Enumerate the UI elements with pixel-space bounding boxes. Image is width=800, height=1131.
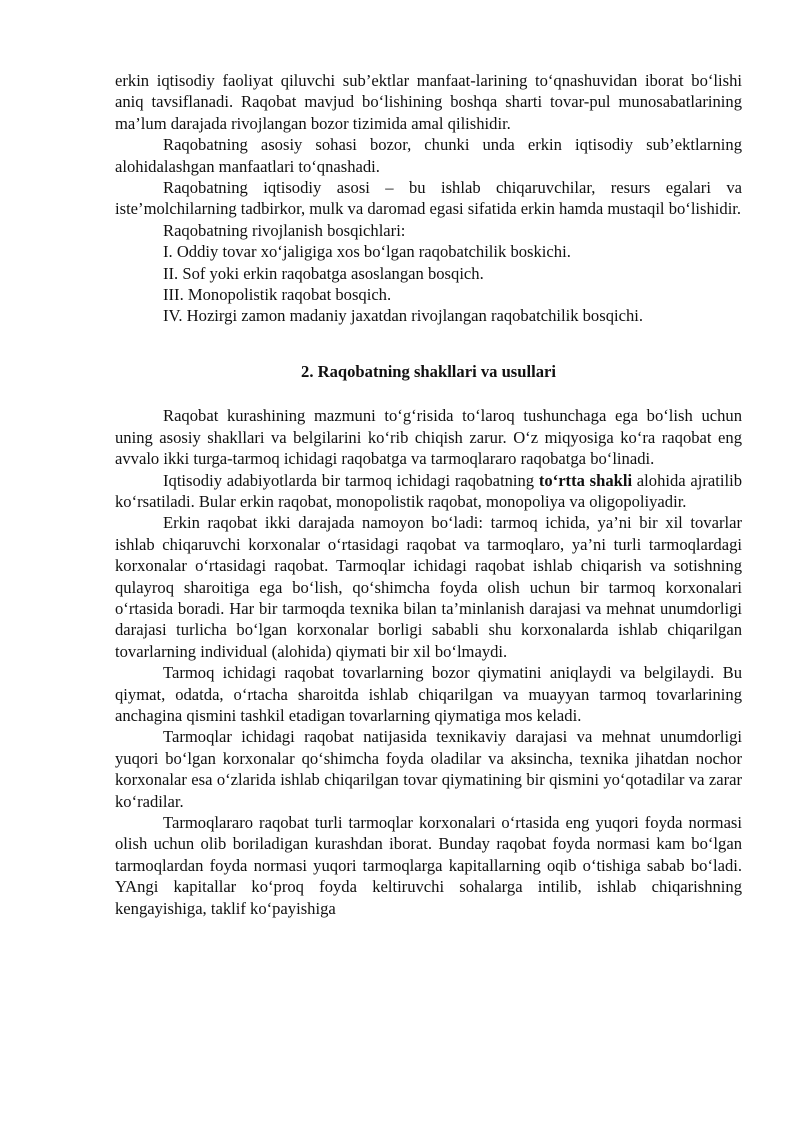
stage-item: I. Oddiy tovar xo‘jaligiga xos bo‘lgan raqobatchilik boskichi. bbox=[163, 242, 571, 262]
paragraph-four-forms bbox=[115, 470, 742, 513]
paragraph-stages-intro: Raqobatning rivojlanish bosqichlari: bbox=[163, 220, 406, 240]
stages-list bbox=[115, 241, 742, 327]
section-spacer bbox=[115, 327, 742, 361]
section-heading: 2. Raqobatning shakllari va usullari bbox=[301, 361, 556, 381]
section-spacer bbox=[115, 382, 742, 405]
paragraph-intra-industry: Tarmoq ichidagi raqobat tovarlarning bozor qiymatini aniqlaydi va belgilaydi. Bu qiymat, odatda, o‘rtacha sharoitda ishlab chiqarilgan va muayyan tarmoq tovarlarining anchagina qismini tashkil etadigan tovarlarning qiymatiga mos keladi. bbox=[115, 663, 742, 725]
four-forms-text-end: alohida ajratilib ko‘rsatiladi. Bular erkin raqobat, monopolistik raqobat, monopoliya va oligopoliyadir. bbox=[115, 470, 742, 511]
paragraph-intra-results: Tarmoqlar ichidagi raqobat natijasida texnikaviy darajasi va mehnat unumdorligi yuqori bo‘lgan korxonalar qo‘shimcha foyda oladilar va aksincha, texnika jihatdan nochor korxonalar esa o‘zlarida ishlab chiqarilgan tovar qiymatining bir qismini yo‘qotadilar va zarar ko‘radilar. bbox=[115, 727, 742, 811]
paragraph-competition-sphere: Raqobatning asosiy sohasi bozor, chunki unda erkin iqtisodiy sub’ektlarning alohidalashgan manfaatlari to‘qnashadi. bbox=[115, 135, 742, 176]
paragraph-free-competition: Erkin raqobat ikki darajada namoyon bo‘ladi: tarmoq ichida, ya’ni bir xil tovarlar ishlab chiqaruvchi korxonalar o‘rtasidagi raqobat va tarmoqlaro, ya’ni turli tarmoqlardagi korxonalar o‘rtasidagi raqobat. Tarmoqlar ichidagi raqobat ishlab chiqarish va sotishning qulayroq sharoitiga ega bo‘lish, qo‘shimcha foyda olish uchun bir tarmoq korxonalari o‘rtasida boradi. Har bir tarmoqda texnika bilan ta’minlanish darajasi va mehnat unumdorligi darajasi turlicha bo‘lgan korxonalar borligi sababli shu korxonalarda ishlab chiqarilgan tovarlarning individual (alohida) qiymati bir xil bo‘lmaydi. bbox=[115, 513, 742, 661]
paragraph-economic-basis: Raqobatning iqtisodiy asosi – bu ishlab chiqaruvchilar, resurs egalari va iste’molchilarning tadbirkor, mulk va daromad egasi sifatida erkin hamda mustaqil bo‘lishidir. bbox=[115, 178, 742, 219]
four-forms-text-start: Iqtisodiy adabiyotlarda bir tarmoq ichidagi raqobatning bbox=[163, 470, 539, 490]
stage-item: III. Monopolistik raqobat bosqich. bbox=[163, 285, 392, 305]
paragraph-intro-continuation: erkin iqtisodiy faoliyat qiluvchi sub’ektlar manfaat-larining to‘qnashuvidan iborat bo‘lishi aniq tavsiflanadi. Raqobat mavjud bo‘lishining boshqa sharti tovar-pul munosabatlarining ma’lum darajada rivojlangan bozor tizimida amal qilishidir. bbox=[115, 71, 742, 133]
stage-item: IV. Hozirgi zamon madaniy jaxatdan rivojlangan raqobatchilik bosqichi. bbox=[163, 306, 644, 326]
paragraph-inter-industry: Tarmoqlararo raqobat turli tarmoqlar korxonalari o‘rtasida eng yuqori foyda normasi olish uchun olib boriladigan kurashdan iborat. Bunday raqobat foyda normasi kam bo‘lgan tarmoqlardan foyda normasi yuqori tarmoqlarga kapitallarning oqib o‘tishiga sabab bo‘ladi. YAngi kapitallar ko‘proq foyda keltiruvchi sohalarga intilib, ishlab chiqarishning kengayishiga, taklif ko‘payishiga bbox=[115, 813, 742, 918]
stage-item: II. Sof yoki erkin raqobatga asoslangan bosqich. bbox=[163, 263, 484, 283]
paragraph-forms-overview: Raqobat kurashining mazmuni to‘g‘risida to‘laroq tushunchaga ega bo‘lish uchun uning asosiy shakllari va belgilarini ko‘rib chiqish zarur. O‘z miqyosiga ko‘ra raqobat eng avvalo ikki turga-tarmoq ichidagi raqobatga va tarmoqlararo raqobatga bo‘linadi. bbox=[115, 406, 742, 469]
four-forms-emphasis: to‘rtta shakli bbox=[538, 470, 633, 490]
